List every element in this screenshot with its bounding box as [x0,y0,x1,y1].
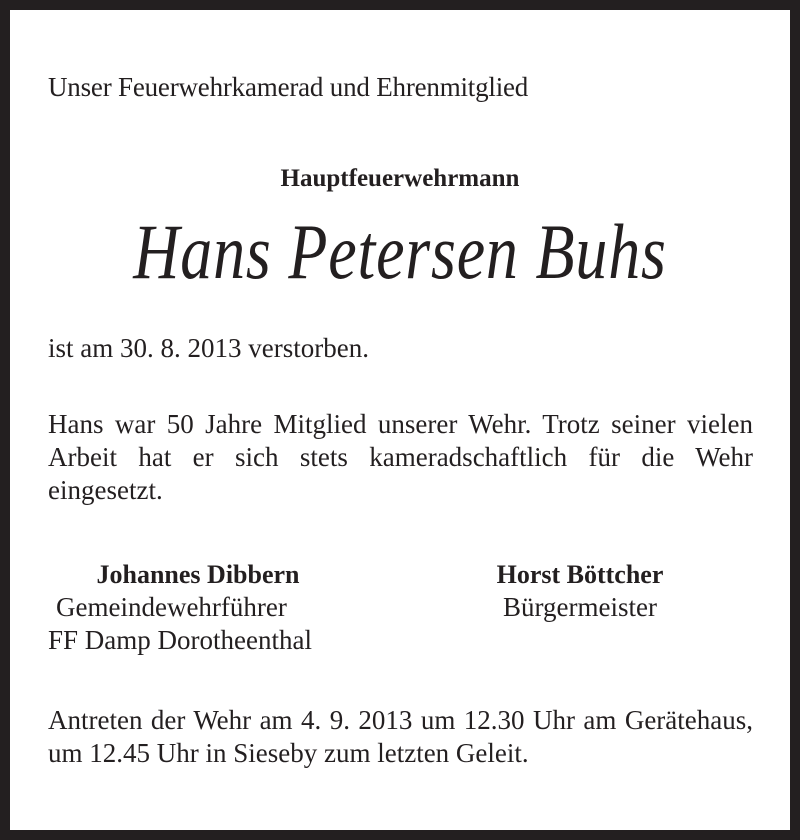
obituary-notice [10,10,790,830]
rank-title: Hauptfeuerwehrmann [280,165,520,192]
funeral-info: Antreten der Wehr am 4. 9. 2013 um 12.30 Uhr am Gerätehaus, um 12.45 Uhr in Sieseby zum letzten Geleit. [48,705,753,768]
signatory-organization: FF Damp Dorotheenthal [48,625,312,655]
signatory-name: Johannes Dibbern [96,560,300,589]
signatory-right [450,558,710,624]
signatory-name: Horst Böttcher [496,560,664,589]
signatory-title: Bürgermeister [503,592,657,622]
intro-text: Unser Feuerwehrkamerad und Ehrenmitglied [48,72,529,102]
death-date-line: ist am 30. 8. 2013 verstorben. [48,333,369,363]
signatory-left [48,558,348,657]
deceased-name: Hans Petersen Buhs [133,208,667,295]
tribute-text: Hans war 50 Jahre Mitglied unserer Wehr. Trotz seiner vielen Arbeit hat er sich stets kameradschaftlich für die Wehr eingesetzt. [48,409,753,505]
signatory-title: Gemeindewehrführer [56,592,287,622]
